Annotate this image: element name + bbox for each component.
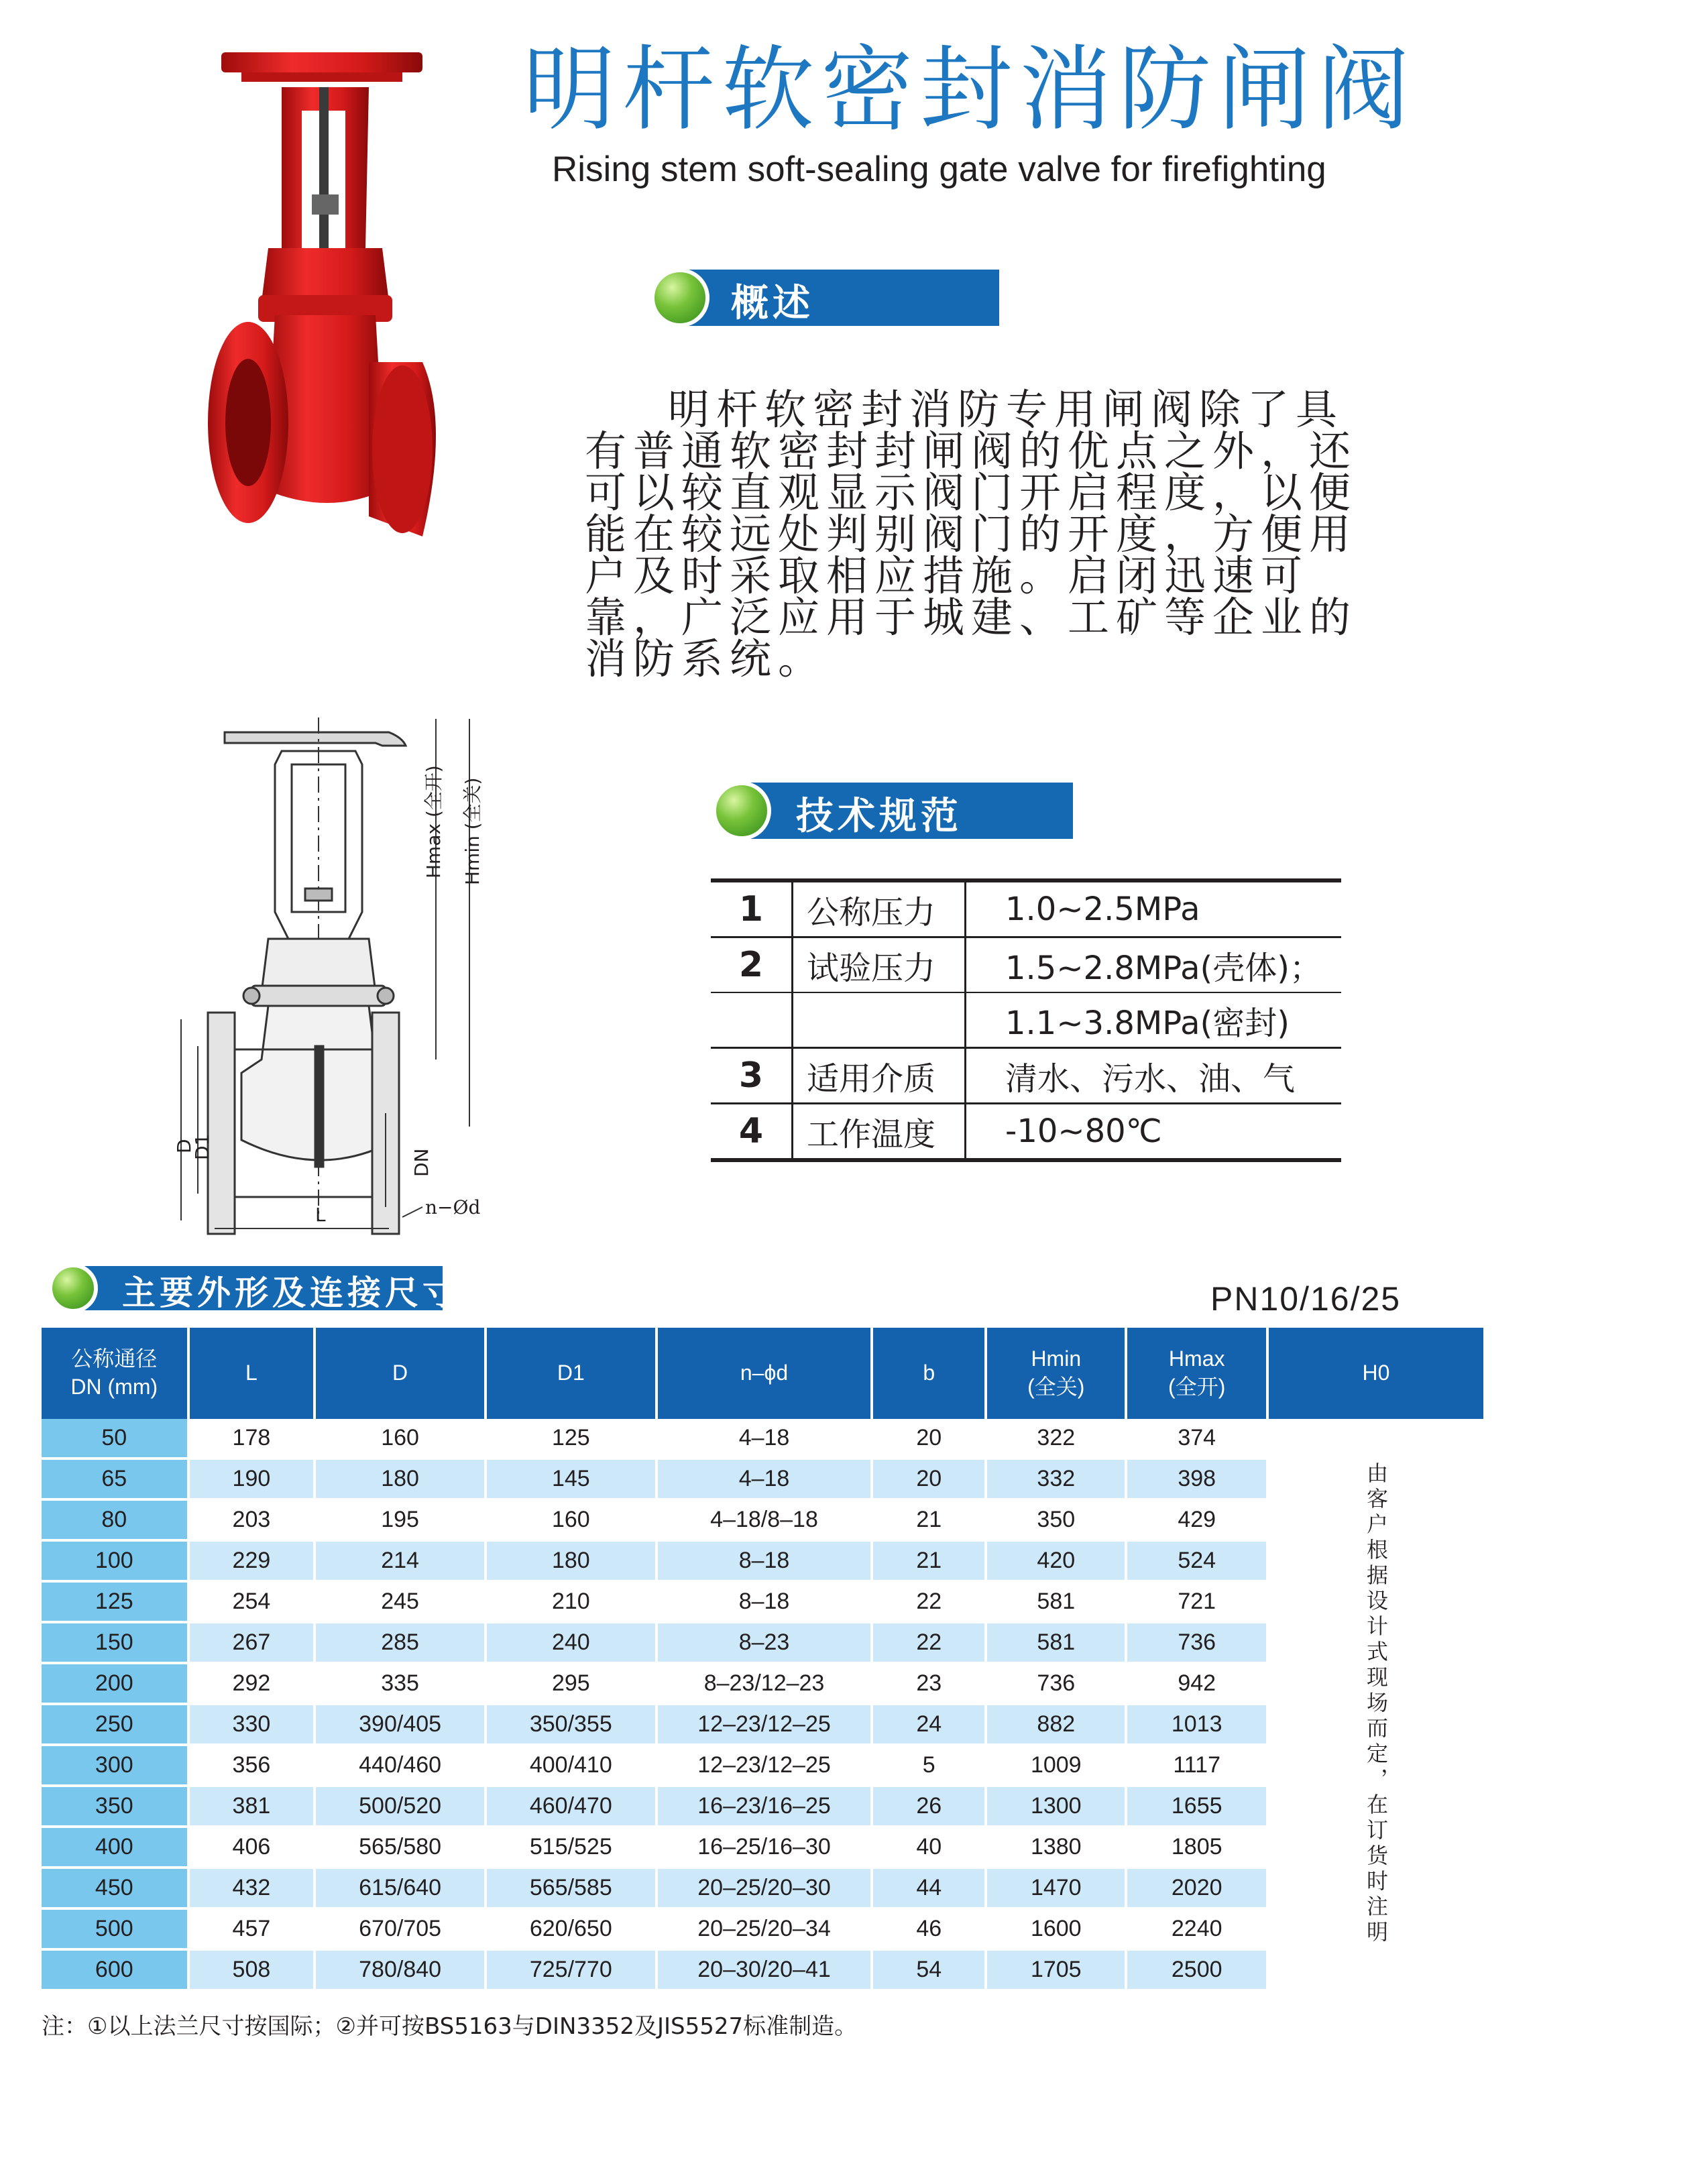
table-cell: 214: [315, 1540, 486, 1581]
spec-row: 3 适用介质 清水、污水、油、气: [711, 1048, 1341, 1104]
table-cell: 8–23/12–23: [657, 1663, 872, 1704]
table-cell: 332: [986, 1458, 1126, 1499]
col-d1: D1: [486, 1328, 657, 1419]
table-cell: 20–25/20–34: [657, 1908, 872, 1949]
dn-cell: 150: [42, 1622, 188, 1663]
table-cell: 240: [486, 1622, 657, 1663]
spec-row: 1 公称压力 1.0~2.5MPa: [711, 880, 1341, 937]
table-cell: 1655: [1126, 1786, 1267, 1827]
table-cell: 515/525: [486, 1827, 657, 1868]
table-cell: 125: [486, 1419, 657, 1458]
table-row: [42, 1908, 1483, 1949]
table-cell: 285: [315, 1622, 486, 1663]
table-cell: 21: [872, 1499, 986, 1540]
dn-cell: 300: [42, 1745, 188, 1786]
table-cell: 356: [188, 1745, 315, 1786]
table-cell: 350/355: [486, 1704, 657, 1745]
table-cell: 40: [872, 1827, 986, 1868]
dn-label: DN: [410, 1148, 433, 1177]
page-title: 明杆软密封消防闸阀: [523, 36, 1417, 144]
col-hmax: Hmax (全开): [1126, 1328, 1267, 1419]
table-cell: 330: [188, 1704, 315, 1745]
table-cell: 335: [315, 1663, 486, 1704]
dn-cell: 65: [42, 1458, 188, 1499]
table-cell: 1380: [986, 1827, 1126, 1868]
table-cell: 420: [986, 1540, 1126, 1581]
table-cell: 5: [872, 1745, 986, 1786]
h0-note: 由客户根据设计式现场而定，在订货时注明: [1363, 1462, 1389, 1946]
dn-cell: 200: [42, 1663, 188, 1704]
col-hmin: Hmin (全关): [986, 1328, 1126, 1419]
hmin-label: Hmin (全关): [461, 777, 483, 885]
table-cell: 565/580: [315, 1827, 486, 1868]
table-cell: 8–23: [657, 1622, 872, 1663]
table-cell: 398: [1126, 1458, 1267, 1499]
table-cell: 21: [872, 1540, 986, 1581]
table-row: [42, 1949, 1483, 1990]
table-row: [42, 1868, 1483, 1908]
footnote: 注：①以上法兰尺寸按国际；②并可按BS5163与DIN3352及JIS5527标准制造。: [42, 2013, 858, 2040]
table-cell: 180: [315, 1458, 486, 1499]
spec-heading: 技术规范: [712, 783, 1074, 839]
pressure-class: PN10/16/25: [1210, 1280, 1402, 1318]
col-l: L: [188, 1328, 315, 1419]
table-cell: 8–18: [657, 1540, 872, 1581]
dn-cell: 80: [42, 1499, 188, 1540]
table-row: [42, 1419, 1483, 1458]
table-cell: 203: [188, 1499, 315, 1540]
green-ball-icon: [650, 268, 709, 327]
dn-cell: 400: [42, 1827, 188, 1868]
table-cell: 1013: [1126, 1704, 1267, 1745]
table-cell: 1009: [986, 1745, 1126, 1786]
overview-heading: 概述: [650, 270, 999, 326]
dn-cell: 600: [42, 1949, 188, 1990]
table-row: [42, 1622, 1483, 1663]
table-cell: 1705: [986, 1949, 1126, 1990]
table-cell: 145: [486, 1458, 657, 1499]
table-cell: 245: [315, 1581, 486, 1622]
table-cell: 44: [872, 1868, 986, 1908]
table-row: [42, 1704, 1483, 1745]
table-cell: 1805: [1126, 1827, 1267, 1868]
nod-label: n−Ød: [425, 1196, 481, 1218]
table-cell: 20: [872, 1458, 986, 1499]
table-cell: 295: [486, 1663, 657, 1704]
table-cell: 381: [188, 1786, 315, 1827]
d-label: D: [173, 1139, 195, 1153]
table-row: [42, 1581, 1483, 1622]
table-row: [42, 1458, 1483, 1499]
table-cell: 1470: [986, 1868, 1126, 1908]
dn-cell: 350: [42, 1786, 188, 1827]
dimensions-table: [42, 1328, 1483, 1992]
table-cell: 432: [188, 1868, 315, 1908]
table-cell: 254: [188, 1581, 315, 1622]
table-cell: 54: [872, 1949, 986, 1990]
table-cell: 4–18: [657, 1419, 872, 1458]
table-row: [42, 1827, 1483, 1868]
table-cell: 20–25/20–30: [657, 1868, 872, 1908]
table-cell: 882: [986, 1704, 1126, 1745]
table-cell: 374: [1126, 1419, 1267, 1458]
table-cell: 581: [986, 1581, 1126, 1622]
table-cell: 22: [872, 1622, 986, 1663]
table-cell: 292: [188, 1663, 315, 1704]
h0-cell: [1267, 1419, 1483, 1990]
col-nd: n–ϕd: [657, 1328, 872, 1419]
table-cell: 1600: [986, 1908, 1126, 1949]
col-b: b: [872, 1328, 986, 1419]
table-cell: 160: [315, 1419, 486, 1458]
table-cell: 195: [315, 1499, 486, 1540]
table-cell: 23: [872, 1663, 986, 1704]
spec-row: 1.1~3.8MPa(密封): [711, 992, 1341, 1048]
table-cell: 581: [986, 1622, 1126, 1663]
table-cell: 12–23/12–25: [657, 1745, 872, 1786]
dn-cell: 50: [42, 1419, 188, 1458]
table-cell: 1117: [1126, 1745, 1267, 1786]
table-cell: 180: [486, 1540, 657, 1581]
table-cell: 267: [188, 1622, 315, 1663]
dn-cell: 100: [42, 1540, 188, 1581]
dn-cell: 250: [42, 1704, 188, 1745]
table-cell: 1300: [986, 1786, 1126, 1827]
page-subtitle: Rising stem soft-sealing gate valve for firefighting: [552, 150, 1326, 189]
table-cell: 4–18/8–18: [657, 1499, 872, 1540]
table-cell: 400/410: [486, 1745, 657, 1786]
table-cell: 16–23/16–25: [657, 1786, 872, 1827]
table-cell: 2020: [1126, 1868, 1267, 1908]
table-row: [42, 1786, 1483, 1827]
table-cell: 460/470: [486, 1786, 657, 1827]
table-cell: 390/405: [315, 1704, 486, 1745]
hmax-label: Hmax (全开): [422, 765, 445, 878]
table-cell: 524: [1126, 1540, 1267, 1581]
dimensions-heading: 主要外形及连接尺寸: [48, 1261, 451, 1317]
table-cell: 12–23/12–25: [657, 1704, 872, 1745]
table-cell: 620/650: [486, 1908, 657, 1949]
table-cell: 508: [188, 1949, 315, 1990]
table-cell: 500/520: [315, 1786, 486, 1827]
table-cell: 20–30/20–41: [657, 1949, 872, 1990]
table-cell: 457: [188, 1908, 315, 1949]
green-ball-icon: [48, 1263, 98, 1313]
table-cell: 322: [986, 1419, 1126, 1458]
table-cell: 2500: [1126, 1949, 1267, 1990]
table-cell: 736: [1126, 1622, 1267, 1663]
table-cell: 178: [188, 1419, 315, 1458]
table-cell: 24: [872, 1704, 986, 1745]
table-cell: 615/640: [315, 1868, 486, 1908]
table-row: [42, 1540, 1483, 1581]
d1-label: D1: [191, 1133, 213, 1160]
table-cell: 942: [1126, 1663, 1267, 1704]
table-cell: 2240: [1126, 1908, 1267, 1949]
table-cell: 440/460: [315, 1745, 486, 1786]
table-row: [42, 1663, 1483, 1704]
l-label: L: [315, 1204, 326, 1226]
col-d: D: [315, 1328, 486, 1419]
overview-text: 明杆软密封消防专用闸阀除了具有普通软密封封闸阀的优点之外，还可以较直观显示阀门开启程度，以便能在较远处判别阀门的开度，方便用户及时采取相应措施。启闭迅速可靠，广泛应用于城建、工矿等企业的消防系统。: [585, 385, 1358, 683]
col-h0: H0: [1267, 1328, 1483, 1419]
table-cell: 46: [872, 1908, 986, 1949]
spec-row: 2 试验压力 1.5~2.8MPa(壳体)；: [711, 937, 1341, 993]
table-cell: 736: [986, 1663, 1126, 1704]
dn-cell: 500: [42, 1908, 188, 1949]
table-cell: 406: [188, 1827, 315, 1868]
table-cell: 20: [872, 1419, 986, 1458]
dn-cell: 450: [42, 1868, 188, 1908]
valve-photo: [201, 47, 456, 590]
table-row: [42, 1745, 1483, 1786]
spec-table: [711, 878, 1341, 1162]
table-cell: 725/770: [486, 1949, 657, 1990]
table-cell: 670/705: [315, 1908, 486, 1949]
table-cell: 16–25/16–30: [657, 1827, 872, 1868]
table-cell: 4–18: [657, 1458, 872, 1499]
table-cell: 160: [486, 1499, 657, 1540]
table-cell: 8–18: [657, 1581, 872, 1622]
table-row: [42, 1499, 1483, 1540]
table-cell: 780/840: [315, 1949, 486, 1990]
spec-row: 4 工作温度 -10~80℃: [711, 1104, 1341, 1161]
table-cell: 429: [1126, 1499, 1267, 1540]
dn-cell: 125: [42, 1581, 188, 1622]
table-cell: 190: [188, 1458, 315, 1499]
green-ball-icon: [712, 781, 771, 840]
table-cell: 210: [486, 1581, 657, 1622]
table-header-row: [42, 1328, 1483, 1419]
col-dn: 公称通径 DN (mm): [42, 1328, 188, 1419]
table-cell: 26: [872, 1786, 986, 1827]
table-cell: 350: [986, 1499, 1126, 1540]
table-cell: 721: [1126, 1581, 1267, 1622]
valve-dimension-drawing: [154, 711, 503, 1241]
table-cell: 229: [188, 1540, 315, 1581]
table-cell: 565/585: [486, 1868, 657, 1908]
table-cell: 22: [872, 1581, 986, 1622]
